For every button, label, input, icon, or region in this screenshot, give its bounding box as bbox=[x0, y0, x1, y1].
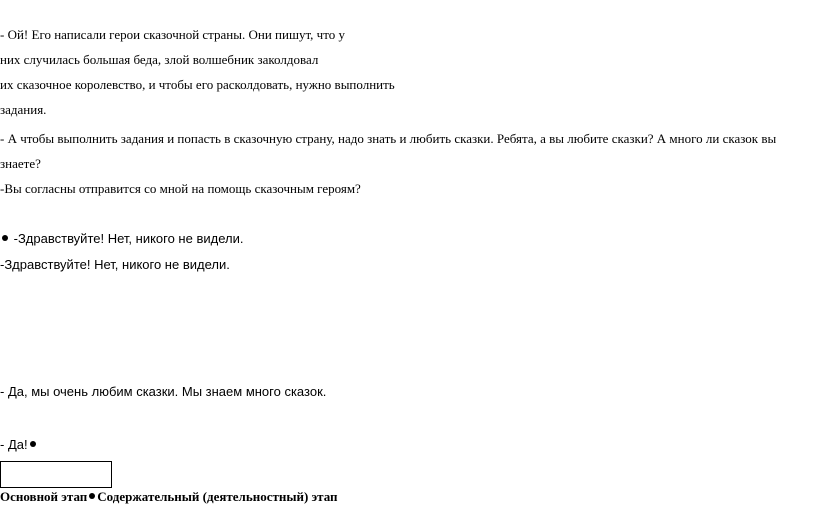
bullet-icon bbox=[30, 441, 36, 447]
text-line-7: -Вы согласны отправится со мной на помощь сказочным героям? bbox=[0, 181, 361, 196]
bullet-answer-text: -Здравствуйте! Нет, никого не видели. bbox=[13, 231, 244, 246]
answer-yes-line bbox=[0, 437, 38, 452]
bullet-answer-line bbox=[0, 231, 243, 246]
bullet-icon bbox=[89, 493, 95, 499]
text-line-3: их сказочное королевство, и чтобы его расколдовать, нужно выполнить bbox=[0, 77, 395, 92]
text-line-6: знаете? bbox=[0, 156, 41, 171]
answer-yes-text: - Да! bbox=[0, 437, 28, 452]
text-line-4: задания. bbox=[0, 102, 47, 117]
stage-heading-line bbox=[0, 489, 338, 505]
text-line-2: них случилась большая беда, злой волшебник заколдовал bbox=[0, 52, 319, 67]
stage-content-label: Содержательный (деятельностный) этап bbox=[97, 489, 338, 504]
text-line-1: - Ой! Его написали герои сказочной страны. Они пишут, что у bbox=[0, 27, 345, 42]
bullet-icon bbox=[2, 235, 8, 241]
empty-frame-box bbox=[0, 461, 112, 488]
text-line-5: - А чтобы выполнить задания и попасть в сказочную страну, надо знать и любить сказки. Ребята, а вы любите сказки? А много ли сказок вы bbox=[0, 131, 777, 146]
stage-main-label: Основной этап bbox=[0, 489, 88, 504]
answer-fairytales: - Да, мы очень любим сказки. Мы знаем много сказок. bbox=[0, 384, 327, 399]
answer-repeat: -Здравствуйте! Нет, никого не видели. bbox=[0, 257, 230, 272]
